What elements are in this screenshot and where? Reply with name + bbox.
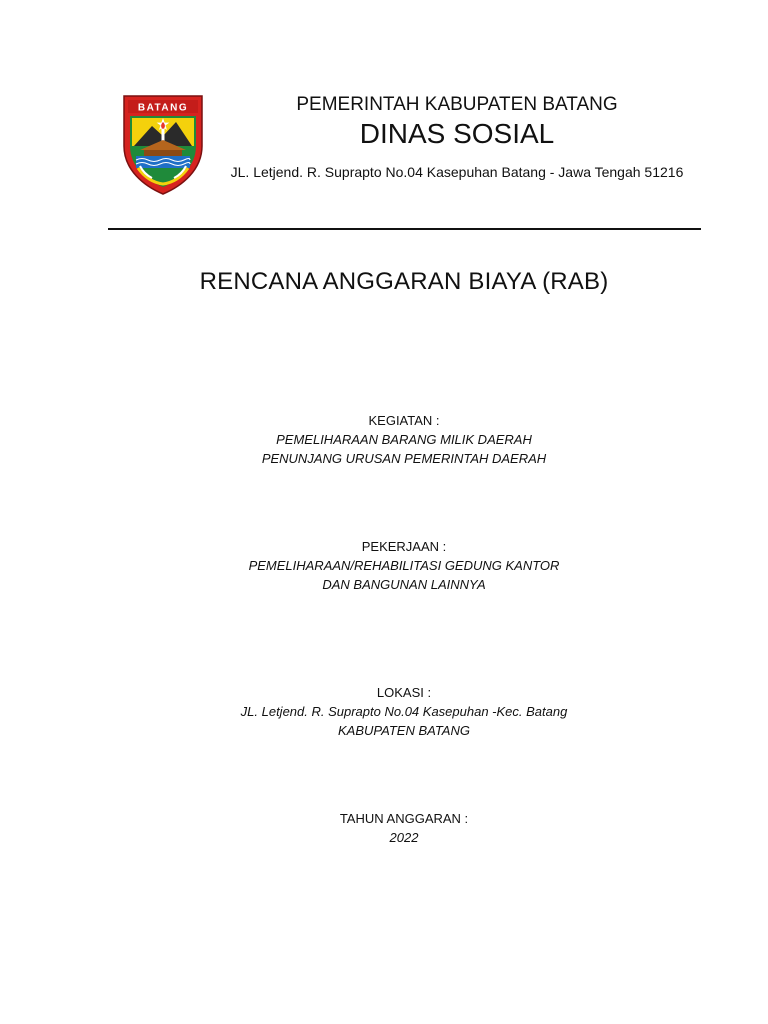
emblem-shield-icon <box>122 94 204 196</box>
tahun-anggaran-label: TAHUN ANGGARAN : <box>339 811 469 826</box>
kegiatan-line-1: PEMELIHARAAN BARANG MILIK DAERAH <box>276 432 532 447</box>
pekerjaan-line-1: PEMELIHARAAN/REHABILITASI GEDUNG KANTOR <box>248 558 560 573</box>
lokasi-line-2: KABUPATEN BATANG <box>338 723 470 738</box>
document-title: RENCANA ANGGARAN BIAYA (RAB) <box>199 268 609 295</box>
batang-regency-emblem <box>122 94 204 196</box>
tahun-anggaran-value: 2022 <box>389 830 419 845</box>
kegiatan-label: KEGIATAN : <box>368 413 440 428</box>
svg-text:BATANG: BATANG <box>137 102 189 114</box>
lokasi-section <box>104 683 704 740</box>
kegiatan-line-2: PENUNJANG URUSAN PEMERINTAH DAERAH <box>261 451 547 466</box>
lokasi-label: LOKASI : <box>376 685 432 700</box>
letterhead-divider <box>108 228 701 230</box>
pekerjaan-section <box>104 537 704 594</box>
office-address: JL. Letjend. R. Suprapto No.04 Kasepuhan Batang - Jawa Tengah 51216 <box>230 164 684 180</box>
office-name: DINAS SOSIAL <box>359 118 555 149</box>
government-name: PEMERINTAH KABUPATEN BATANG <box>296 94 618 115</box>
pekerjaan-line-2: DAN BANGUNAN LAINNYA <box>322 577 486 592</box>
kegiatan-section <box>104 411 704 468</box>
lokasi-line-1: JL. Letjend. R. Suprapto No.04 Kasepuhan -Kec. Batang <box>240 704 568 719</box>
tahun-anggaran-section <box>104 809 704 847</box>
pekerjaan-label: PEKERJAAN : <box>361 539 447 554</box>
